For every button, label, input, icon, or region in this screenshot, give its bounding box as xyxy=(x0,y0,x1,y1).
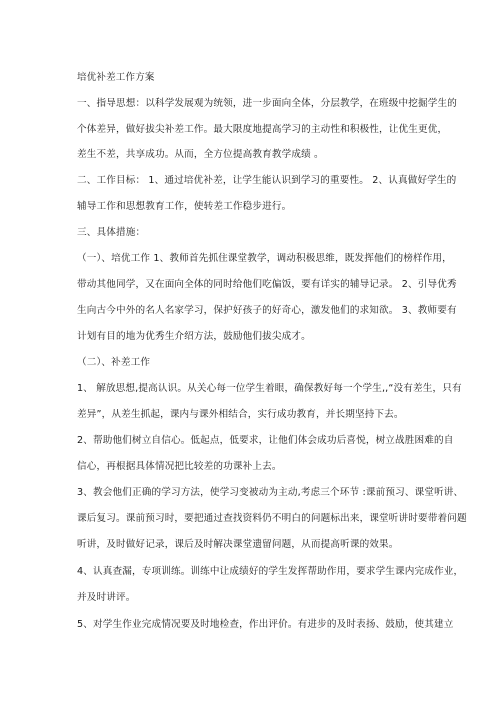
paragraph-line: 课后复习。课前预习时，要把通过查找资料仍不明白的问题标出来，课堂听讲时要带着问题 xyxy=(77,513,467,524)
paragraph-line: 带动其他同学，又在面向全体的同时给他们吃偏饭，要有详实的辅导记录。 2、引导优秀 xyxy=(77,279,457,290)
paragraph-line: 并及时讲评。 xyxy=(77,592,136,603)
paragraph-line: 一、指导思想：以科学发展观为统领，进一步面向全体，分层教学，在班级中挖掘学生的 xyxy=(77,98,458,109)
paragraph-line: （一）、培优工作 1、教师首先抓住课堂教学，调动积极思维，既发挥他们的榜样作用， xyxy=(77,253,452,264)
paragraph-line: 1、 解放思想,提高认识。从关心每一位学生着眼，确保教好每一个学生,,“没有差生，只有 xyxy=(77,383,462,394)
paragraph-line: 信心，再根据具体情况把比较差的功课补上去。 xyxy=(77,461,282,472)
paragraph-line: 5、对学生作业完成情况要及时地检查，作出评价。有进步的及时表扬、鼓励，使其建立 xyxy=(77,619,454,630)
paragraph-line: 2、帮助他们树立自信心。低起点，低要求，让他们体会成功后喜悦，树立战胜困难的自 xyxy=(77,435,454,446)
paragraph-line: 差异”，从差生抓起，课内与课外相结合，实行成功教育，并长期坚持下去。 xyxy=(77,409,404,420)
paragraph-line: 个体差异，做好拔尖补差工作。最大限度地提高学习的主动性和积极性，让优生更优， xyxy=(77,124,448,135)
document-title: 培优补差工作方案 xyxy=(77,72,155,83)
paragraph-line: 差生不差，共享成功。从而，全方位提高教育教学成绩 。 xyxy=(77,149,324,160)
paragraph-line: 辅导工作和思想教育工作，使转差工作稳步进行。 xyxy=(77,201,292,212)
section-heading: 三、具体措施： xyxy=(77,227,146,238)
paragraph-line: 生向古今中外的名人名家学习，保护好孩子的好奇心，激发他们的求知欲。 3、教师要有 xyxy=(77,305,457,316)
paragraph-line: 二、工作目标： 1、通过培优补差，让学生能认识到学习的重要性。 2、认真做好学生的 xyxy=(77,175,457,186)
paragraph-line: 听讲，及时做好记录，课后及时解决课堂遗留问题，从而提高听课的效果。 xyxy=(77,539,399,550)
paragraph-line: 4、认真查漏，专项训练。训练中让成绩好的学生发挥帮助作用，要求学生课内完成作业， xyxy=(77,566,464,577)
section-heading: （二）、补差工作 xyxy=(77,357,151,368)
paragraph-line: 计划有目的地为优秀生介绍方法，鼓励他们拔尖成才。 xyxy=(77,331,311,342)
paragraph-line: 3、教会他们正确的学习方法，使学习变被动为主动,考虑三个环节 :课前预习、课堂听讲、 xyxy=(77,487,464,498)
